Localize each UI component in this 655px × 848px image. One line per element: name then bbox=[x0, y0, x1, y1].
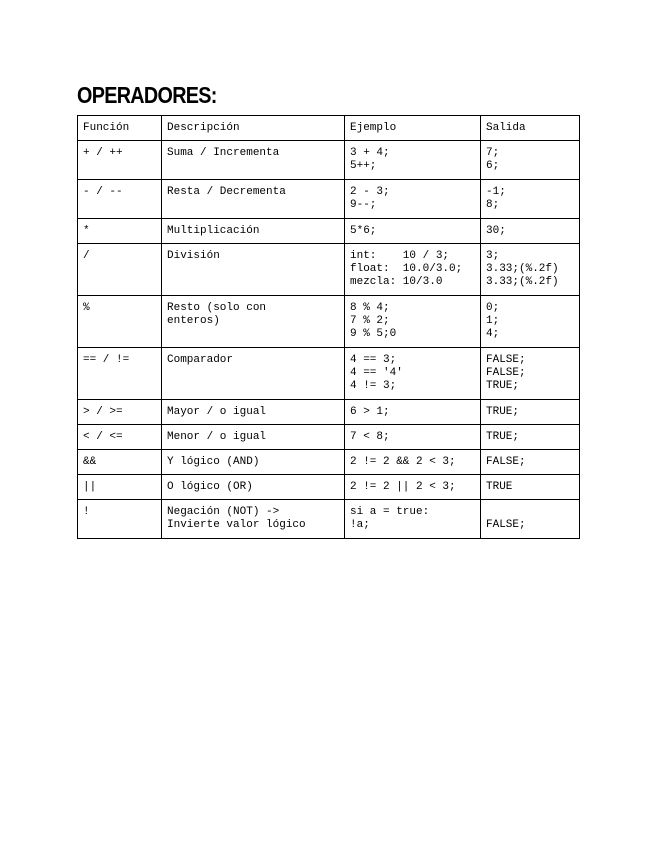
description-cell-line: Mayor / o igual bbox=[167, 406, 267, 418]
output-cell-line: TRUE; bbox=[486, 406, 520, 418]
operator-cell bbox=[78, 400, 162, 425]
table-row bbox=[78, 400, 580, 425]
output-cell bbox=[481, 244, 580, 296]
output-cell-line: 6; bbox=[486, 160, 500, 172]
operator-cell bbox=[78, 475, 162, 500]
operators-table-body bbox=[78, 141, 580, 539]
output-cell-line: 7; bbox=[486, 147, 500, 159]
output-cell-line: TRUE bbox=[486, 481, 513, 493]
example-cell-line: 4 == 3; bbox=[350, 354, 397, 366]
output-cell bbox=[481, 475, 580, 500]
table-row bbox=[78, 219, 580, 244]
operator-cell bbox=[78, 425, 162, 450]
description-cell bbox=[162, 219, 345, 244]
example-cell-line: mezcla: 10/3.0 bbox=[350, 276, 443, 288]
description-cell-line: Negación (NOT) -> bbox=[167, 506, 280, 518]
operator-cell bbox=[78, 348, 162, 400]
example-cell-line: 9 % 5;0 bbox=[350, 328, 397, 340]
output-cell-line: 0; bbox=[486, 302, 500, 314]
operator-cell bbox=[78, 450, 162, 475]
example-cell-line: 4 != 3; bbox=[350, 380, 397, 392]
example-cell bbox=[345, 244, 481, 296]
operator-cell-line: && bbox=[83, 456, 97, 468]
example-cell-line: 2 != 2 || 2 < 3; bbox=[350, 481, 456, 493]
description-cell bbox=[162, 425, 345, 450]
example-cell-line: 4 == '4' bbox=[350, 367, 403, 379]
description-cell bbox=[162, 296, 345, 348]
operator-cell bbox=[78, 296, 162, 348]
example-cell-line: 8 % 4; bbox=[350, 302, 390, 314]
operator-cell bbox=[78, 244, 162, 296]
example-cell bbox=[345, 500, 481, 539]
output-cell bbox=[481, 296, 580, 348]
description-cell bbox=[162, 348, 345, 400]
example-cell bbox=[345, 180, 481, 219]
description-cell-line: Resta / Decrementa bbox=[167, 186, 286, 198]
column-header-example: Ejemplo bbox=[345, 116, 481, 141]
table-row bbox=[78, 425, 580, 450]
description-cell bbox=[162, 141, 345, 180]
example-cell-line: 9--; bbox=[350, 199, 377, 211]
output-cell-line bbox=[486, 506, 574, 519]
example-cell-line: 7 % 2; bbox=[350, 315, 390, 327]
output-cell bbox=[481, 400, 580, 425]
example-cell-line: 5*6; bbox=[350, 225, 377, 237]
output-cell-line: FALSE; bbox=[486, 519, 526, 531]
description-cell-line: Suma / Incrementa bbox=[167, 147, 280, 159]
operator-cell-line: || bbox=[83, 481, 97, 493]
output-cell-line: TRUE; bbox=[486, 431, 520, 443]
column-header-function: Función bbox=[78, 116, 162, 141]
description-cell-line: enteros) bbox=[167, 315, 220, 327]
description-cell bbox=[162, 400, 345, 425]
example-cell-line: 5++; bbox=[350, 160, 377, 172]
output-cell-line: 3.33;(%.2f) bbox=[486, 263, 559, 275]
example-cell-line: int: 10 / 3; bbox=[350, 250, 450, 262]
table-row bbox=[78, 450, 580, 475]
description-cell-line: Multiplicación bbox=[167, 225, 260, 237]
example-cell bbox=[345, 400, 481, 425]
description-cell-line: Y lógico (AND) bbox=[167, 456, 260, 468]
output-cell bbox=[481, 141, 580, 180]
output-cell-line: 3; bbox=[486, 250, 500, 262]
operator-cell bbox=[78, 500, 162, 539]
operator-cell-line: == / != bbox=[83, 354, 130, 366]
output-cell-line: FALSE; bbox=[486, 456, 526, 468]
table-row bbox=[78, 244, 580, 296]
output-cell bbox=[481, 348, 580, 400]
output-cell-line: 4; bbox=[486, 328, 500, 340]
example-cell bbox=[345, 475, 481, 500]
description-cell bbox=[162, 244, 345, 296]
description-cell-line: Invierte valor lógico bbox=[167, 519, 306, 531]
example-cell bbox=[345, 450, 481, 475]
output-cell-line: 30; bbox=[486, 225, 506, 237]
output-cell bbox=[481, 425, 580, 450]
table-row bbox=[78, 296, 580, 348]
operator-cell-line: > / >= bbox=[83, 406, 123, 418]
operator-cell-line: / bbox=[83, 250, 90, 262]
description-cell bbox=[162, 500, 345, 539]
output-cell bbox=[481, 180, 580, 219]
description-cell-line: Comparador bbox=[167, 354, 234, 366]
example-cell-line: 6 > 1; bbox=[350, 406, 390, 418]
table-header-row bbox=[78, 116, 580, 141]
operators-table bbox=[77, 115, 580, 539]
example-cell bbox=[345, 425, 481, 450]
description-cell-line: O lógico (OR) bbox=[167, 481, 253, 493]
example-cell-line: float: 10.0/3.0; bbox=[350, 263, 463, 275]
output-cell-line: -1; bbox=[486, 186, 506, 198]
example-cell-line: !a; bbox=[350, 519, 370, 531]
output-cell-line: TRUE; bbox=[486, 380, 520, 392]
example-cell bbox=[345, 348, 481, 400]
table-row bbox=[78, 475, 580, 500]
output-cell-line: FALSE; bbox=[486, 354, 526, 366]
operator-cell-line: - / -- bbox=[83, 186, 123, 198]
output-cell-line: 3.33;(%.2f) bbox=[486, 276, 559, 288]
table-row bbox=[78, 180, 580, 219]
operator-cell bbox=[78, 180, 162, 219]
output-cell-line: 8; bbox=[486, 199, 500, 211]
table-row bbox=[78, 500, 580, 539]
example-cell-line: 3 + 4; bbox=[350, 147, 390, 159]
example-cell bbox=[345, 219, 481, 244]
operator-cell-line: + / ++ bbox=[83, 147, 123, 159]
example-cell-line: si a = true: bbox=[350, 506, 430, 518]
operator-cell bbox=[78, 141, 162, 180]
operator-cell-line: < / <= bbox=[83, 431, 123, 443]
example-cell-line: 7 < 8; bbox=[350, 431, 390, 443]
column-header-description: Descripción bbox=[162, 116, 345, 141]
output-cell bbox=[481, 450, 580, 475]
operator-cell-line: % bbox=[83, 302, 90, 314]
example-cell bbox=[345, 296, 481, 348]
description-cell-line: Resto (solo con bbox=[167, 302, 267, 314]
operator-cell-line: * bbox=[83, 225, 90, 237]
column-header-output: Salida bbox=[481, 116, 580, 141]
description-cell bbox=[162, 475, 345, 500]
example-cell-line: 2 - 3; bbox=[350, 186, 390, 198]
description-cell-line: Menor / o igual bbox=[167, 431, 267, 443]
description-cell-line: División bbox=[167, 250, 220, 262]
output-cell bbox=[481, 219, 580, 244]
table-row bbox=[78, 141, 580, 180]
table-row bbox=[78, 348, 580, 400]
description-cell bbox=[162, 180, 345, 219]
operator-cell bbox=[78, 219, 162, 244]
page-title: OPERADORES: bbox=[77, 82, 217, 108]
output-cell-line: FALSE; bbox=[486, 367, 526, 379]
operator-cell-line: ! bbox=[83, 506, 90, 518]
description-cell bbox=[162, 450, 345, 475]
example-cell bbox=[345, 141, 481, 180]
output-cell-line: 1; bbox=[486, 315, 500, 327]
example-cell-line: 2 != 2 && 2 < 3; bbox=[350, 456, 456, 468]
output-cell bbox=[481, 500, 580, 539]
